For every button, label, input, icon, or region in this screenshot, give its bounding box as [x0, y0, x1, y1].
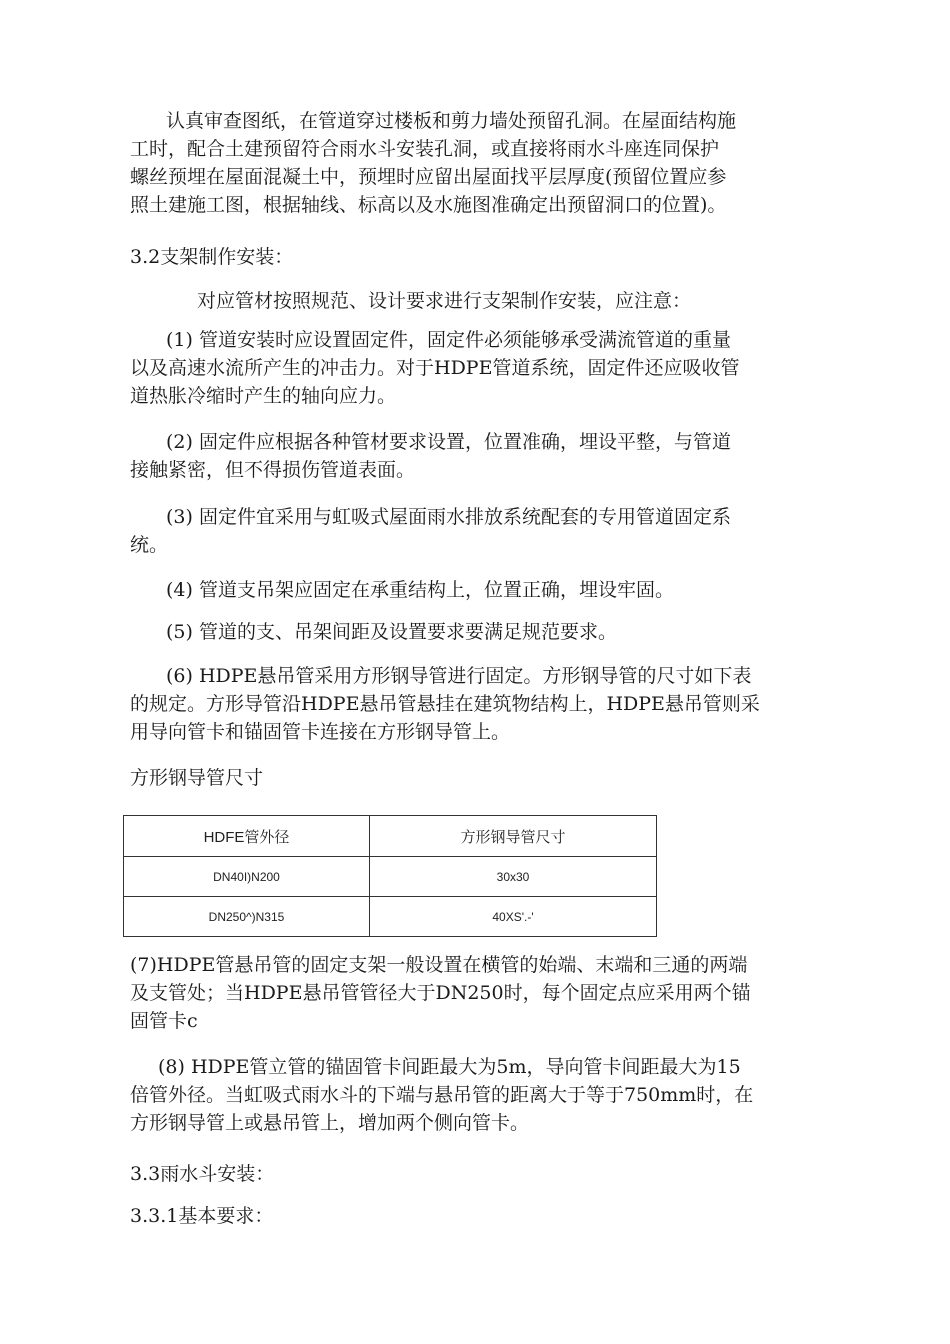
- table-cell: DN40I)N200: [124, 857, 370, 897]
- table-cell: 40XS'.-': [370, 897, 657, 937]
- section-heading-3-3-1: 3.3.1基本要求：: [130, 1205, 274, 1227]
- table-cell: 30x30: [370, 857, 657, 897]
- table-header-row: [124, 816, 657, 857]
- list-item-line: 用导向管卡和锚固管卡连接在方形钢导管上。: [130, 721, 511, 743]
- list-item-line: 固管卡c: [130, 1010, 198, 1032]
- dimension-table: [123, 815, 657, 937]
- list-item-line: (3) 固定件宜采用与虹吸式屋面雨水排放系统配套的专用管道固定系: [166, 506, 731, 528]
- list-item-line: (7)HDPE管悬吊管的固定支架一般设置在横管的始端、末端和三通的两端: [130, 954, 748, 976]
- list-item-line: (4) 管道支吊架应固定在承重结构上，位置正确，埋设牢固。: [166, 579, 674, 601]
- list-item-line: 统。: [130, 534, 169, 556]
- table-cell: DN250^)N315: [124, 897, 370, 937]
- paragraph-line: 工时，配合土建预留符合雨水斗安装孔洞，或直接将雨水斗座连同保护: [130, 138, 720, 160]
- list-item-line: (8) HDPE管立管的锚固管卡间距最大为5m，导向管卡间距最大为15: [158, 1056, 741, 1078]
- table-row: [124, 857, 657, 897]
- table-header-cell: HDFE管外径: [124, 816, 370, 857]
- paragraph-line: 螺丝预埋在屋面混凝土中，预埋时应留出屋面找平层厚度(预留位置应参: [130, 166, 727, 188]
- list-item-line: 倍管外径。当虹吸式雨水斗的下端与悬吊管的距离大于等于750mm时，在: [130, 1084, 754, 1106]
- list-item-line: 道热胀冷缩时产生的轴向应力。: [130, 385, 397, 407]
- list-item-line: 以及高速水流所产生的冲击力。对于HDPE管道系统，固定件还应吸收管: [130, 357, 740, 379]
- section-heading-3-3: 3.3雨水斗安装：: [130, 1163, 275, 1185]
- list-item-line: 接触紧密，但不得损伤管道表面。: [130, 459, 416, 481]
- table-row: [124, 897, 657, 937]
- list-item-line: 及支管处；当HDPE悬吊管管径大于DN250时，每个固定点应采用两个锚: [130, 982, 751, 1004]
- list-item-line: 的规定。方形导管沿HDPE悬吊管悬挂在建筑物结构上，HDPE悬吊管则采: [130, 693, 760, 715]
- table-header-cell: 方形钢导管尺寸: [370, 816, 657, 857]
- list-item-line: 方形钢导管上或悬吊管上，增加两个侧向管卡。: [130, 1112, 530, 1134]
- list-item-line: (6) HDPE悬吊管采用方形钢导管进行固定。方形钢导管的尺寸如下表: [166, 665, 752, 687]
- list-item-line: (1) 管道安装时应设置固定件，固定件必须能够承受满流管道的重量: [166, 329, 731, 351]
- table-caption: 方形钢导管尺寸: [130, 767, 264, 789]
- list-item-line: (5) 管道的支、吊架间距及设置要求要满足规范要求。: [166, 621, 617, 643]
- paragraph-line: 对应管材按照规范、设计要求进行支架制作安装，应注意：: [197, 290, 692, 312]
- section-heading-3-2: 3.2支架制作安装：: [130, 246, 294, 268]
- list-item-line: (2) 固定件应根据各种管材要求设置，位置准确，埋设平整，与管道: [166, 431, 731, 453]
- paragraph-line: 照土建施工图，根据轴线、标高以及水施图准确定出预留洞口的位置)。: [130, 194, 727, 216]
- paragraph-line: 认真审查图纸，在管道穿过楼板和剪力墙处预留孔洞。在屋面结构施: [166, 110, 737, 132]
